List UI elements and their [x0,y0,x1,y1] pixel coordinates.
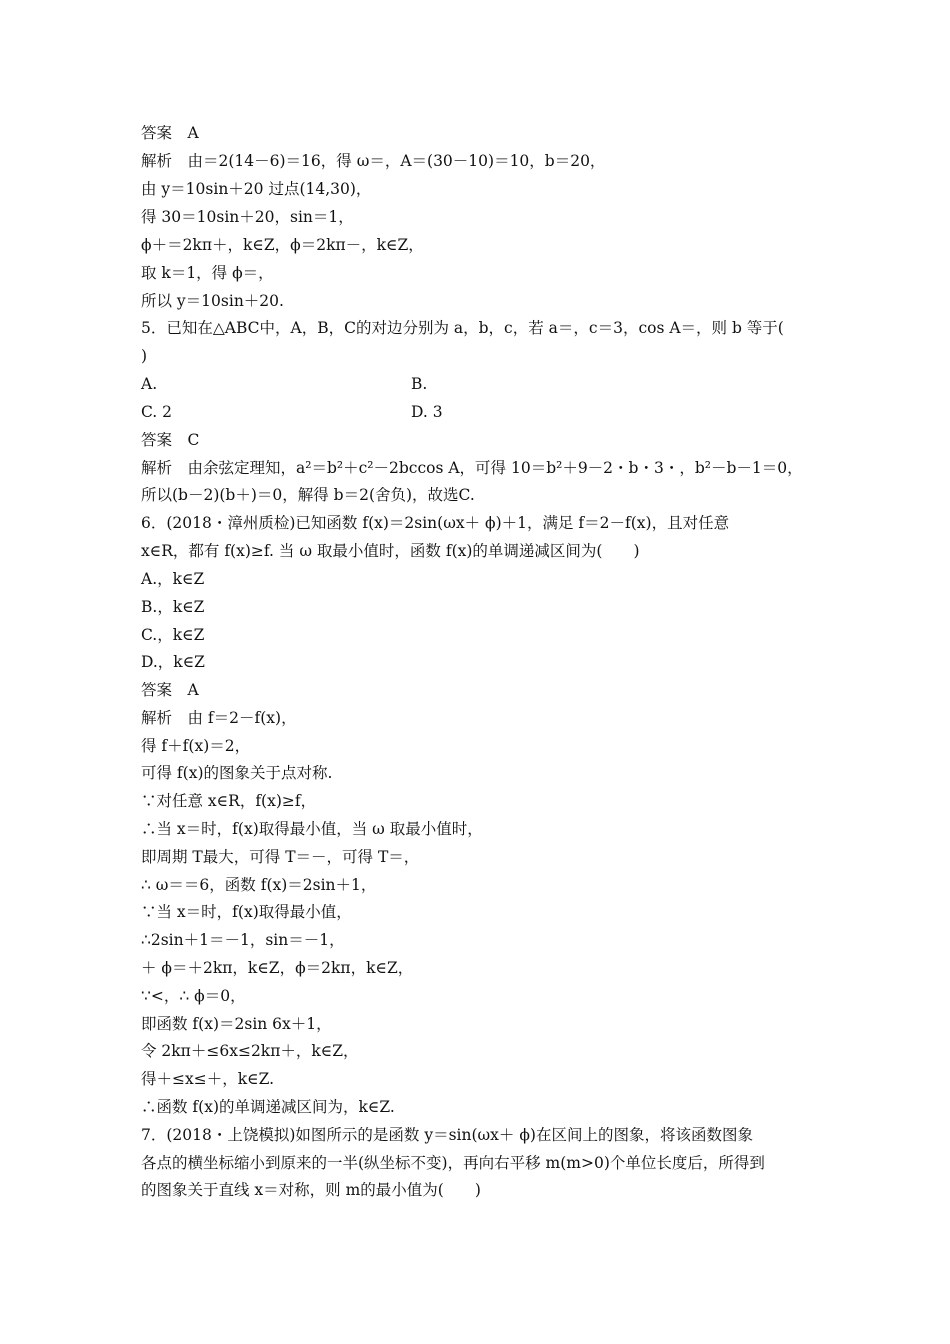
q6-option-b: B.，k∈Z [141,598,205,616]
analysis-line: 由 y＝10sin＋20 过点(14,30)， [141,180,372,198]
analysis-line: ϕ＋＝2kπ＋，k∈Z，ϕ＝2kπ－，k∈Z， [141,236,424,254]
analysis-line: ∴当 x＝时，f(x)取得最小值，当 ω 取最小值时， [141,820,483,838]
question-5-stem-cont: ) [141,347,148,365]
analysis-line: 取 k＝1，得 ϕ＝， [141,264,274,282]
analysis-line: ＋ ϕ＝＋2kπ，k∈Z，ϕ＝2kπ，k∈Z， [141,959,414,977]
answer-label-q5: 答案 C [141,431,200,449]
question-5-stem: 5．已知在△ABC中，A，B，C的对边分别为 a，b，c，若 a＝，c＝3，cos A＝，则 b 等于( [141,319,784,337]
analysis-line: ∵当 x＝时，f(x)取得最小值， [141,903,352,921]
question-7-stem-cont: 各点的横坐标缩小到原来的一半(纵坐标不变)，再向右平移 m(m>0)个单位长度后，所得到 [141,1154,765,1172]
question-6-stem: 6．(2018・漳州质检)已知函数 f(x)＝2sin(ωx＋ ϕ)＋1，满足 f＝2－f(x)，且对任意 [141,514,730,532]
question-7-stem-cont: 的图象关于直线 x＝对称，则 m的最小值为( ) [141,1181,481,1199]
question-7-stem: 7．(2018・上饶模拟)如图所示的是函数 y＝sin(ωx＋ ϕ)在区间上的图象，将该函数图象 [141,1126,753,1144]
analysis-line: 即函数 f(x)＝2sin 6x＋1， [141,1015,332,1033]
q5-option-c: C. 2 [141,403,173,421]
analysis-line: 得 30＝10sin＋20，sin＝1， [141,208,354,226]
analysis-line: 得＋≤x≤＋，k∈Z. [141,1070,275,1088]
analysis-line: 所以(b－2)(b＋)＝0，解得 b＝2(舍负)，故选C. [141,486,475,504]
analysis-line: 可得 f(x)的图象关于点对称. [141,764,333,782]
q6-option-a: A.，k∈Z [141,570,205,588]
q5-option-d: D. 3 [411,403,443,421]
analysis-line: 解析 由＝2(14－6)＝16，得 ω＝，A＝(30－10)＝10，b＝20， [141,152,606,170]
analysis-line: 解析 由余弦定理知，a²＝b²＋c²－2bccos A，可得 10＝b²＋9－2・b・3・，b²－b－1＝0， [141,459,803,477]
q5-option-b: B. [411,375,428,393]
analysis-line: ∴函数 f(x)的单调递减区间为，k∈Z. [141,1098,395,1116]
analysis-line: ∴ ω＝＝6，函数 f(x)＝2sin＋1， [141,876,377,894]
answer-label-q4: 答案 A [141,124,199,142]
q6-option-d: D.，k∈Z [141,653,205,671]
analysis-line: 得 f＋f(x)＝2， [141,737,251,755]
analysis-line: ∴2sin＋1＝－1，sin＝－1， [141,931,345,949]
analysis-line: 解析 由 f＝2－f(x)， [141,709,297,727]
analysis-line: ∵<，∴ ϕ＝0， [141,987,246,1005]
answer-label-q6: 答案 A [141,681,199,699]
analysis-line: 所以 y＝10sin＋20. [141,292,284,310]
q6-option-c: C.，k∈Z [141,626,205,644]
question-6-stem-cont: x∈R，都有 f(x)≥f. 当 ω 取最小值时，函数 f(x)的单调递减区间为( ) [141,542,640,560]
analysis-line: 令 2kπ＋≤6x≤2kπ＋，k∈Z， [141,1042,359,1060]
q5-option-a: A. [141,375,158,393]
analysis-line: 即周期 T最大，可得 T＝－，可得 T＝， [141,848,420,866]
analysis-line: ∵对任意 x∈R，f(x)≥f， [141,792,317,810]
